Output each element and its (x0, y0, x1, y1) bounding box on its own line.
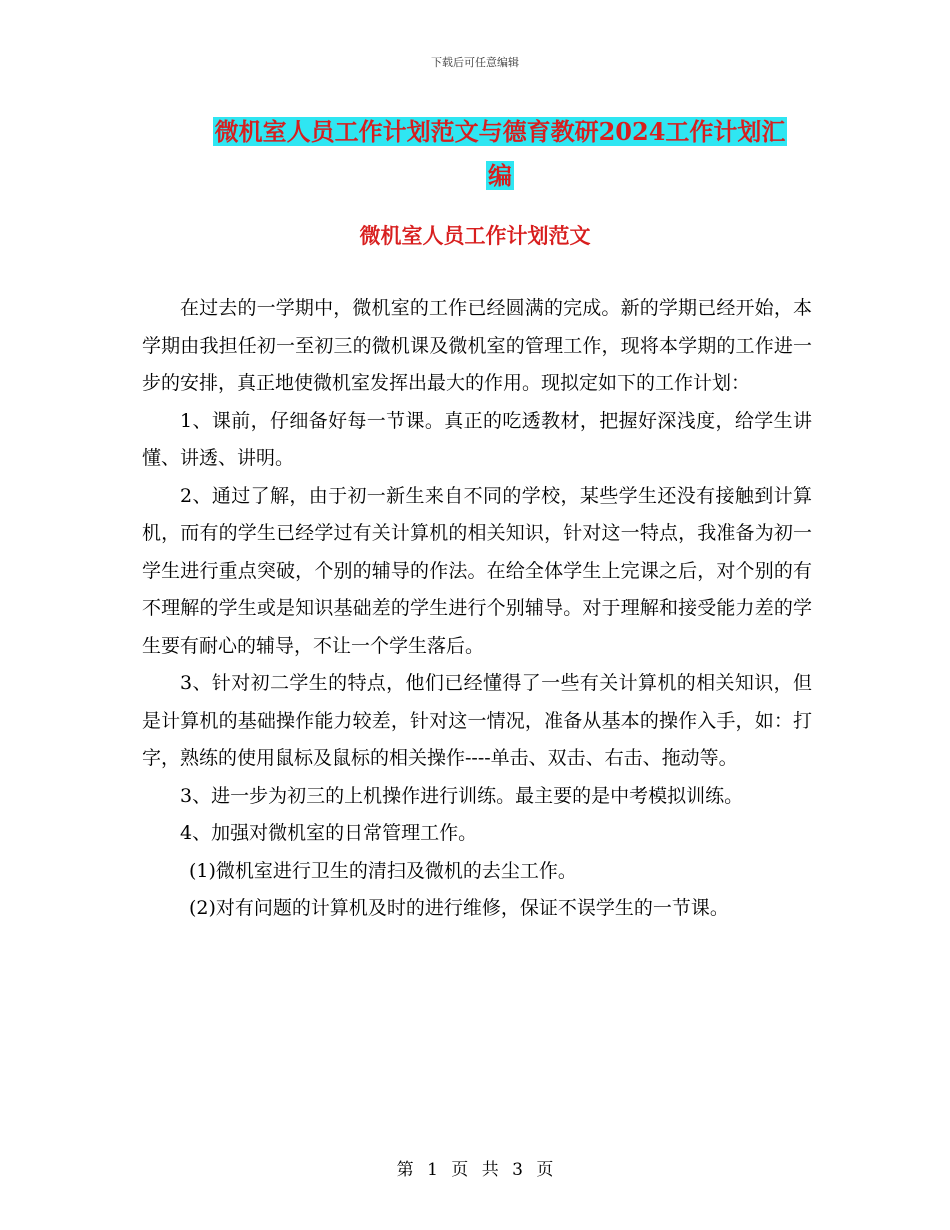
paragraph: 在过去的一学期中，微机室的工作已经圆满的完成。新的学期已经开始，本学期由我担任初一至初三的微机课及微机室的管理工作，现将本学期的工作进一步的安排，真正地使微机室发挥出最大的作用。现拟定如下的工作计划： (142, 297, 812, 394)
footer-prefix: 第 (396, 1160, 414, 1180)
document-title-line-2: 编 (488, 161, 512, 190)
document-body (142, 290, 812, 928)
header-note: 下载后可任意编辑 (431, 56, 519, 69)
paragraph: 1、课前，仔细备好每一节课。真正的吃透教材，把握好深浅度，给学生讲懂、讲透、讲明。 (142, 409, 812, 469)
document-title (150, 110, 850, 198)
paragraph: 4、加强对微机室的日常管理工作。 (180, 822, 478, 844)
section-title: 微机室人员工作计划范文 (359, 223, 591, 248)
document-title-line-1: 微机室人员工作计划范文与德育教研2024工作计划汇 (214, 117, 786, 146)
total-pages-number: 3 (512, 1160, 523, 1180)
sub-item: (2)对有问题的计算机及时的进行维修，保证不误学生的一节课。 (189, 897, 729, 919)
current-page-number: 1 (427, 1160, 438, 1180)
page-footer (0, 1155, 950, 1180)
paragraph: 2、通过了解，由于初一新生来自不同的学校，某些学生还没有接触到计算机，而有的学生已经学过有关计算机的相关知识，针对这一特点，我准备为初一学生进行重点突破，个别的辅导的作法。在给全体学生上完课之后，对个别的有不理解的学生或是知识基础差的学生进行个别辅导。对于理解和接受能力差的学生要有耐心的辅导，不让一个学生落后。 (142, 484, 812, 657)
footer-page-label: 页 (451, 1160, 469, 1180)
sub-item: (1)微机室进行卫生的清扫及微机的去尘工作。 (189, 859, 577, 882)
footer-suffix: 页 (536, 1160, 554, 1180)
footer-total-label: 共 (481, 1160, 499, 1180)
paragraph: 3、进一步为初三的上机操作进行训练。最主要的是中考模拟训练。 (180, 784, 744, 807)
paragraph: 3、针对初二学生的特点，他们已经懂得了一些有关计算机的相关知识，但是计算机的基础操作能力较差，针对这一情况，准备从基本的操作入手，如：打字，熟练的使用鼠标及鼠标的相关操作----单击、双击、右击、拖动等。 (142, 672, 812, 769)
